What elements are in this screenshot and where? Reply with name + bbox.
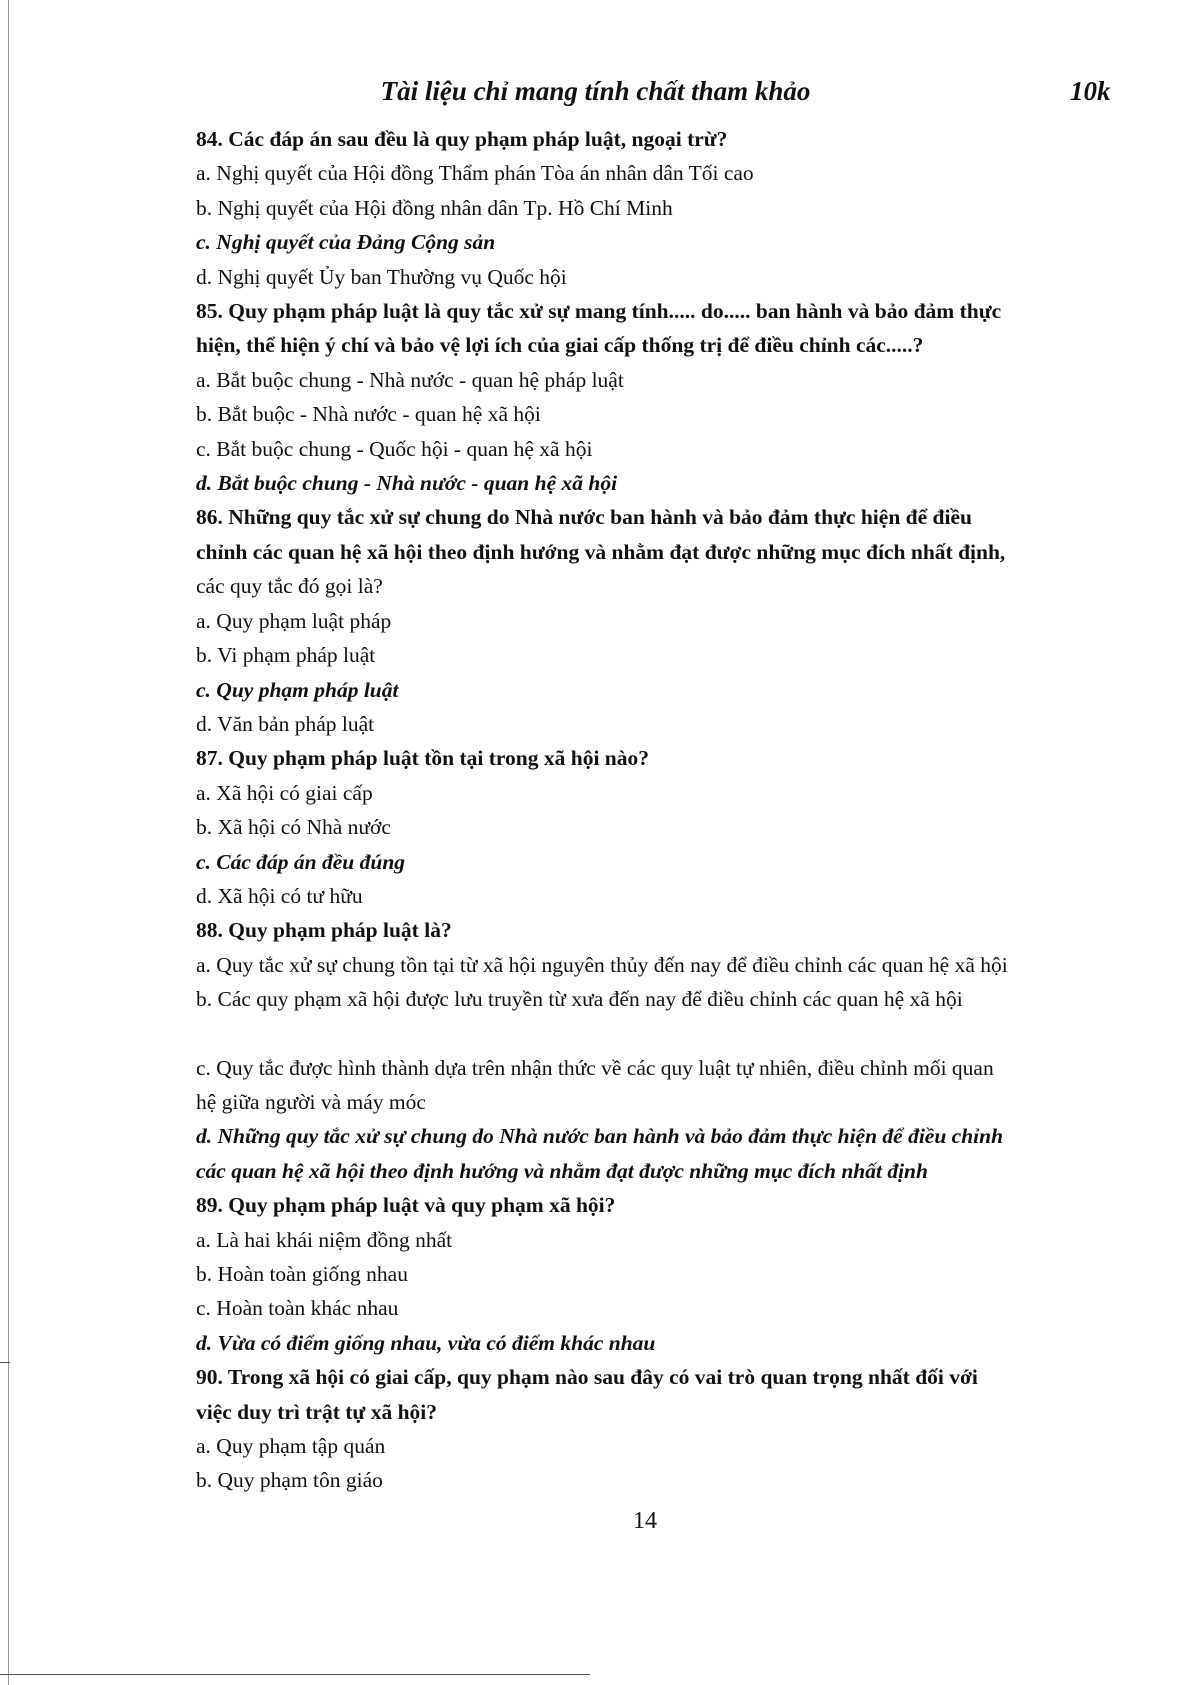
question-87: 87. Quy phạm pháp luật tồn tại trong xã hội nào? [196, 746, 650, 771]
scan-margin-mark [0, 1362, 10, 1363]
answer-85-d: d. Bắt buộc chung - Nhà nước - quan hệ xã hội [196, 471, 618, 496]
option-85-c: c. Bắt buộc chung - Quốc hội - quan hệ xã hội [196, 436, 593, 461]
option-90-a: a. Quy phạm tập quán [196, 1434, 386, 1459]
answer-88-d-line-2: các quan hệ xã hội theo định hướng và nhằm đạt được những mục đích nhất định [196, 1158, 928, 1183]
answer-88-d-line-1: d. Những quy tắc xử sự chung do Nhà nước ban hành và bảo đảm thực hiện để điều chỉnh [196, 1124, 1004, 1149]
page-number: 14 [633, 1508, 657, 1534]
option-90-b: b. Quy phạm tôn giáo [196, 1468, 383, 1493]
option-88-c-line-1: c. Quy tắc được hình thành dựa trên nhận thức về các quy luật tự nhiên, điều chỉnh mối quan [196, 1055, 994, 1080]
option-86-a: a. Quy phạm luật pháp [196, 608, 392, 633]
option-85-a: a. Bắt buộc chung - Nhà nước - quan hệ pháp luật [196, 367, 624, 392]
question-86-line-2: chỉnh các quan hệ xã hội theo định hướng và nhằm đạt được những mục đích nhất định, [196, 539, 1006, 564]
question-90-line-1: 90. Trong xã hội có giai cấp, quy phạm nào sau đây có vai trò quan trọng nhất đối với [196, 1365, 978, 1390]
option-85-b: b. Bắt buộc - Nhà nước - quan hệ xã hội [196, 402, 541, 427]
option-84-a: a. Nghị quyết của Hội đồng Thẩm phán Tòa án nhân dân Tối cao [196, 161, 754, 186]
question-90-line-2: việc duy trì trật tự xã hội? [196, 1399, 438, 1424]
question-85-line-1: 85. Quy phạm pháp luật là quy tắc xử sự mang tính..... do..... ban hành và bảo đảm thực [196, 299, 1002, 324]
option-87-b: b. Xã hội có Nhà nước [196, 815, 391, 840]
option-87-a: a. Xã hội có giai cấp [196, 780, 373, 805]
question-89: 89. Quy phạm pháp luật và quy phạm xã hội? [196, 1193, 616, 1218]
option-89-a: a. Là hai khái niệm đồng nhất [196, 1227, 453, 1252]
option-88-c-line-2: hệ giữa người và máy móc [196, 1089, 426, 1114]
option-86-b: b. Vi phạm pháp luật [196, 643, 376, 668]
answer-87-c: c. Các đáp án đều đúng [196, 849, 406, 874]
question-86-line-3: các quy tắc đó gọi là? [196, 574, 383, 599]
option-86-d: d. Văn bản pháp luật [196, 711, 375, 736]
question-84: 84. Các đáp án sau đều là quy phạm pháp luật, ngoại trừ? [196, 127, 728, 151]
header-title: Tài liệu chỉ mang tính chất tham khảo [380, 76, 811, 106]
option-84-d: d. Nghị quyết Ủy ban Thường vụ Quốc hội [196, 264, 567, 289]
option-87-d: d. Xã hội có tư hữu [196, 883, 363, 908]
answer-89-d: d. Vừa có điểm giống nhau, vừa có điểm khác nhau [196, 1330, 656, 1355]
blank-gap [196, 1017, 1096, 1051]
question-85-line-2: hiện, thể hiện ý chí và bảo vệ lợi ích của giai cấp thống trị để điều chỉnh các.....? [196, 333, 924, 358]
scan-left-border [8, 0, 9, 1685]
option-84-b: b. Nghị quyết của Hội đồng nhân dân Tp. Hồ Chí Minh [196, 195, 673, 220]
answer-86-c: c. Quy phạm pháp luật [196, 677, 399, 702]
scan-bottom-border [0, 1674, 590, 1675]
question-list [196, 122, 1096, 1498]
option-88-b: b. Các quy phạm xã hội được lưu truyền từ xưa đến nay để điều chỉnh các quan hệ xã hội [196, 987, 963, 1012]
question-86-line-1: 86. Những quy tắc xử sự chung do Nhà nước ban hành và bảo đảm thực hiện để điều [196, 505, 972, 530]
option-89-c: c. Hoàn toàn khác nhau [196, 1296, 399, 1321]
answer-84-c: c. Nghị quyết của Đảng Cộng sản [196, 230, 496, 255]
question-88: 88. Quy phạm pháp luật là? [196, 918, 452, 943]
header-price: 10k [1070, 76, 1111, 106]
page-header [0, 72, 1191, 116]
option-88-a: a. Quy tắc xử sự chung tồn tại từ xã hội nguyên thủy đến nay để điều chỉnh các quan hệ xã hội [196, 952, 1008, 977]
option-89-b: b. Hoàn toàn giống nhau [196, 1262, 408, 1286]
